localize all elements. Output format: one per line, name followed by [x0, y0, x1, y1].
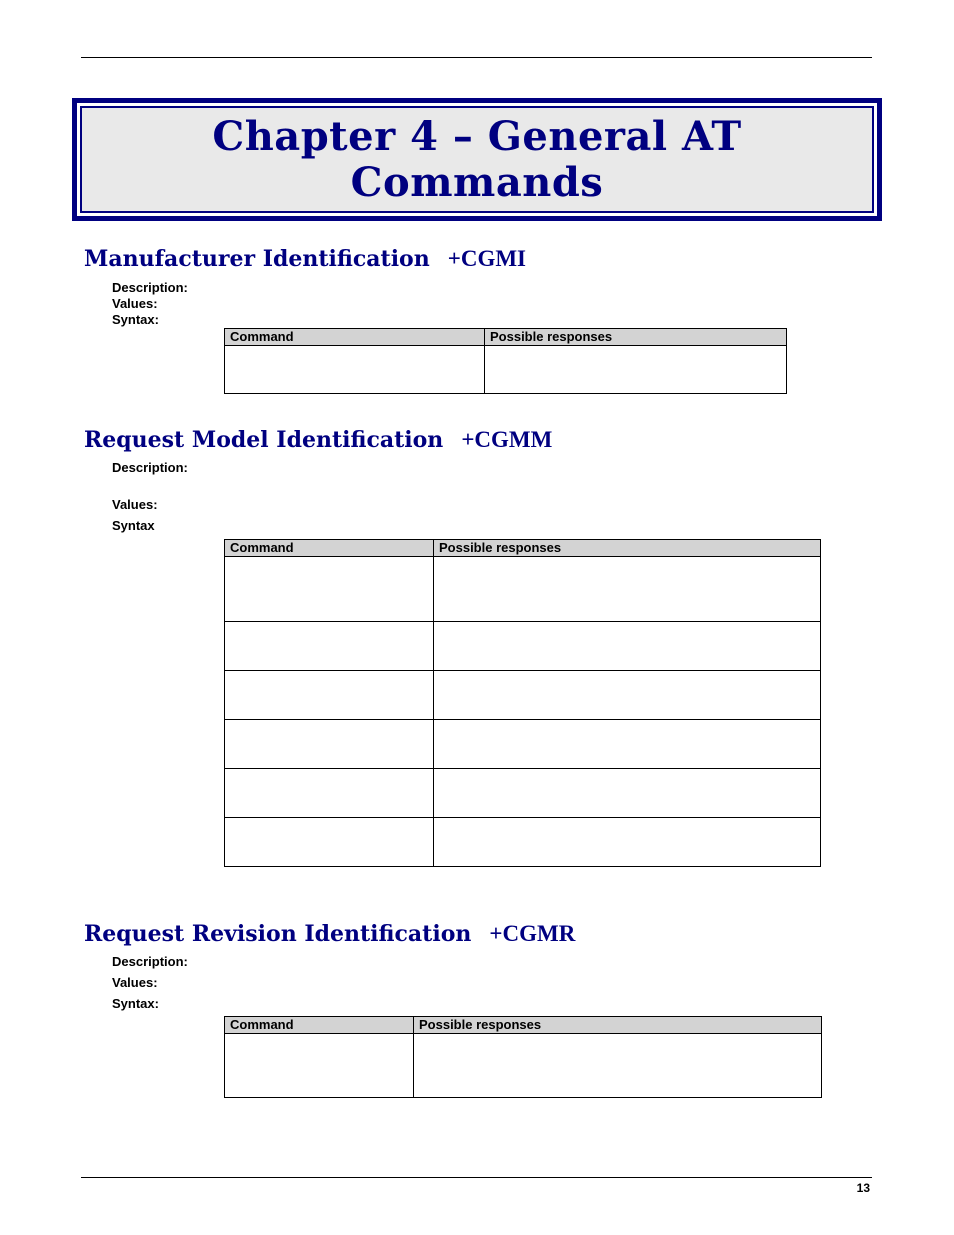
chapter-title [212, 114, 741, 206]
table-row [225, 557, 821, 622]
section-title-text: Manufacturer Identification [84, 246, 430, 272]
label-values: Values: [112, 296, 158, 311]
label-syntax: Syntax: [112, 996, 159, 1011]
label-description: Description: [112, 460, 188, 475]
chapter-title-box [72, 98, 882, 221]
chapter-title-line1: Chapter 4 – General AT [212, 112, 742, 160]
table-row [225, 720, 821, 769]
cgmm-syntax-table [224, 539, 821, 867]
table-row [225, 769, 821, 818]
header-command: Command [225, 540, 434, 557]
header-command: Command [225, 329, 485, 346]
header-rule [81, 57, 872, 58]
table-header-row [225, 329, 787, 346]
label-syntax: Syntax [112, 518, 155, 533]
label-values: Values: [112, 497, 158, 512]
header-command: Command [225, 1017, 414, 1034]
label-description: Description: [112, 954, 188, 969]
section-title-text: Request Revision Identification [84, 921, 472, 947]
section-command: +CGMI [447, 246, 526, 271]
header-possible-responses: Possible responses [414, 1017, 822, 1034]
cgmi-syntax-table [224, 328, 787, 394]
section-title-cgmr [84, 921, 575, 947]
section-command: +CGMR [489, 921, 576, 946]
table-row [225, 671, 821, 720]
label-values: Values: [112, 975, 158, 990]
cgmr-syntax-table [224, 1016, 822, 1098]
table-row [225, 818, 821, 867]
table-header-row [225, 1017, 822, 1034]
section-title-cgmm [84, 427, 552, 453]
label-description: Description: [112, 280, 188, 295]
table-row [225, 622, 821, 671]
chapter-title-line2: Commands [350, 158, 604, 206]
table-row [225, 1034, 822, 1098]
section-title-text: Request Model Identification [84, 427, 444, 453]
chapter-title-inner [80, 106, 874, 213]
section-title-cgmi [84, 246, 526, 272]
header-possible-responses: Possible responses [485, 329, 787, 346]
table-row [225, 346, 787, 394]
header-possible-responses: Possible responses [434, 540, 821, 557]
label-syntax: Syntax: [112, 312, 159, 327]
section-command: +CGMM [461, 427, 553, 452]
page-number: 13 [856, 1181, 870, 1195]
footer-rule [81, 1177, 872, 1178]
table-header-row [225, 540, 821, 557]
